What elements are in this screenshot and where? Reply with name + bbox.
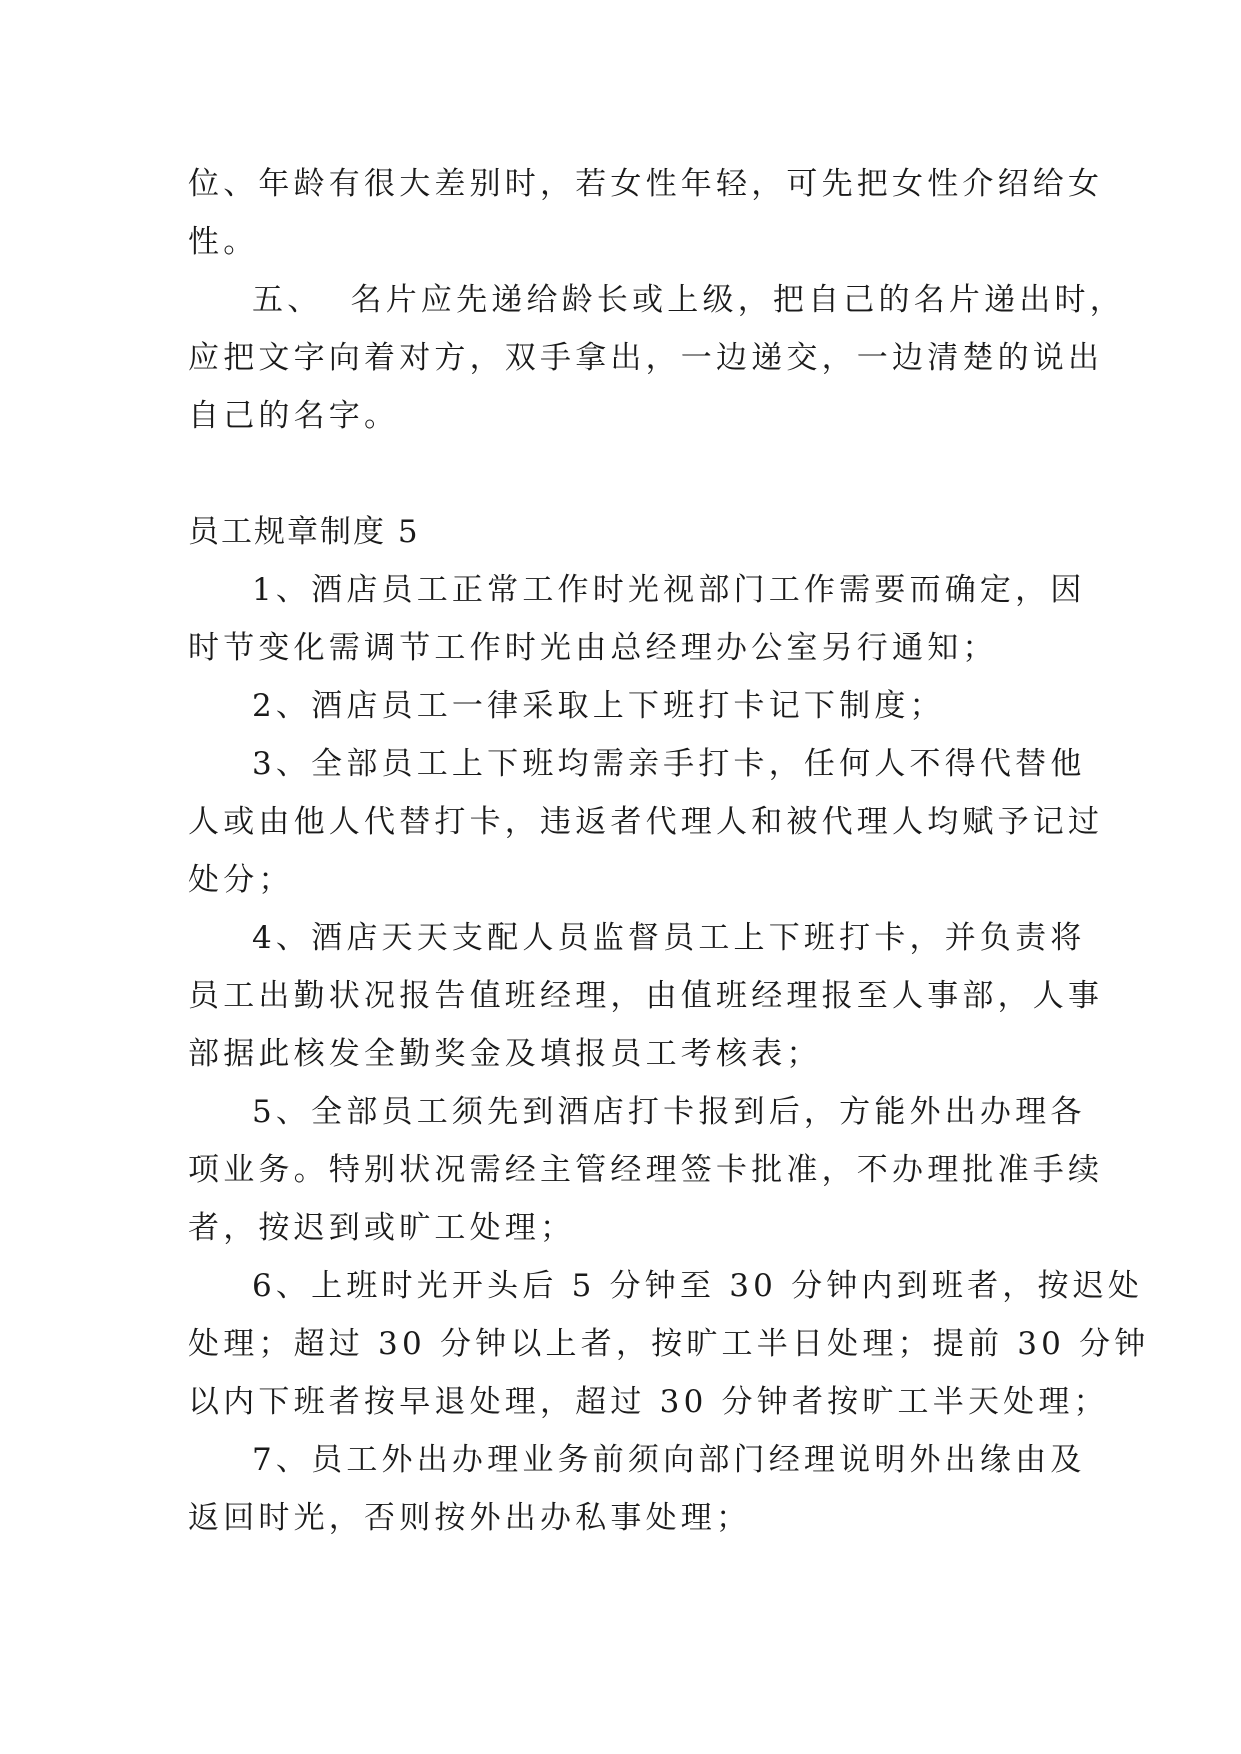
text-line: 返回时光，否则按外出办私事处理； [188,1500,752,1536]
text-line: 人或由他人代替打卡，违返者代理人和被代理人均赋予记过 [188,804,1104,840]
rule-3 [188,735,1104,909]
text-line: 者，按迟到或旷工处理； [188,1210,576,1246]
section-heading: 员工规章制度 5 [188,514,420,550]
continuation-paragraph [188,155,1104,271]
text-line: 1、酒店员工正常工作时光视部门工作需要而确定，因 [252,572,1086,608]
text-line: 6、上班时光开头后 5 分钟至 30 分钟内到班者，按迟处 [252,1268,1144,1304]
text-line: 3、全部员工上下班均需亲手打卡，任何人不得代替他 [252,746,1086,782]
rule-6 [188,1257,1150,1431]
text-line: 7、员工外出办理业务前须向部门经理说明外出缘由及 [252,1442,1086,1478]
text-line: 2、酒店员工一律采取上下班打卡记下制度； [252,688,945,724]
rule-4 [188,909,1104,1083]
text-line: 自己的名字。 [188,398,400,434]
text-line: 5、全部员工须先到酒店打卡报到后，方能外出办理各 [252,1094,1086,1130]
text-line: 4、酒店天天支配人员监督员工上下班打卡，并负责将 [252,920,1086,956]
text-line: 员工出勤状况报告值班经理，由值班经理报至人事部，人事 [188,978,1104,1014]
text-line: 性。 [188,224,259,260]
text-line: 以内下班者按早退处理，超过 30 分钟者按旷工半天处理； [188,1384,1109,1420]
rule-5 [188,1083,1104,1257]
paragraph-gap [188,445,1068,503]
item-five-paragraph [188,271,1125,445]
rule-1 [188,561,1086,677]
text-line: 时节变化需调节工作时光由总经理办公室另行通知； [188,630,998,666]
text-line: 项业务。特别状况需经主管经理签卡批准，不办理批准手续 [188,1152,1104,1188]
text-line: 五、 名片应先递给龄长或上级，把自己的名片递出时， [252,282,1125,318]
rule-7 [188,1431,1086,1547]
document-body [188,155,1150,1547]
text-line: 应把文字向着对方，双手拿出，一边递交，一边清楚的说出 [188,340,1104,376]
rule-2 [188,677,1068,735]
text-line: 处理；超过 30 分钟以上者，按旷工半日处理；提前 30 分钟 [188,1326,1150,1362]
text-line: 部据此核发全勤奖金及填报员工考核表； [188,1036,822,1072]
text-line: 位、年龄有很大差别时，若女性年轻，可先把女性介绍给女 [188,166,1104,202]
text-line: 处分； [188,862,294,898]
